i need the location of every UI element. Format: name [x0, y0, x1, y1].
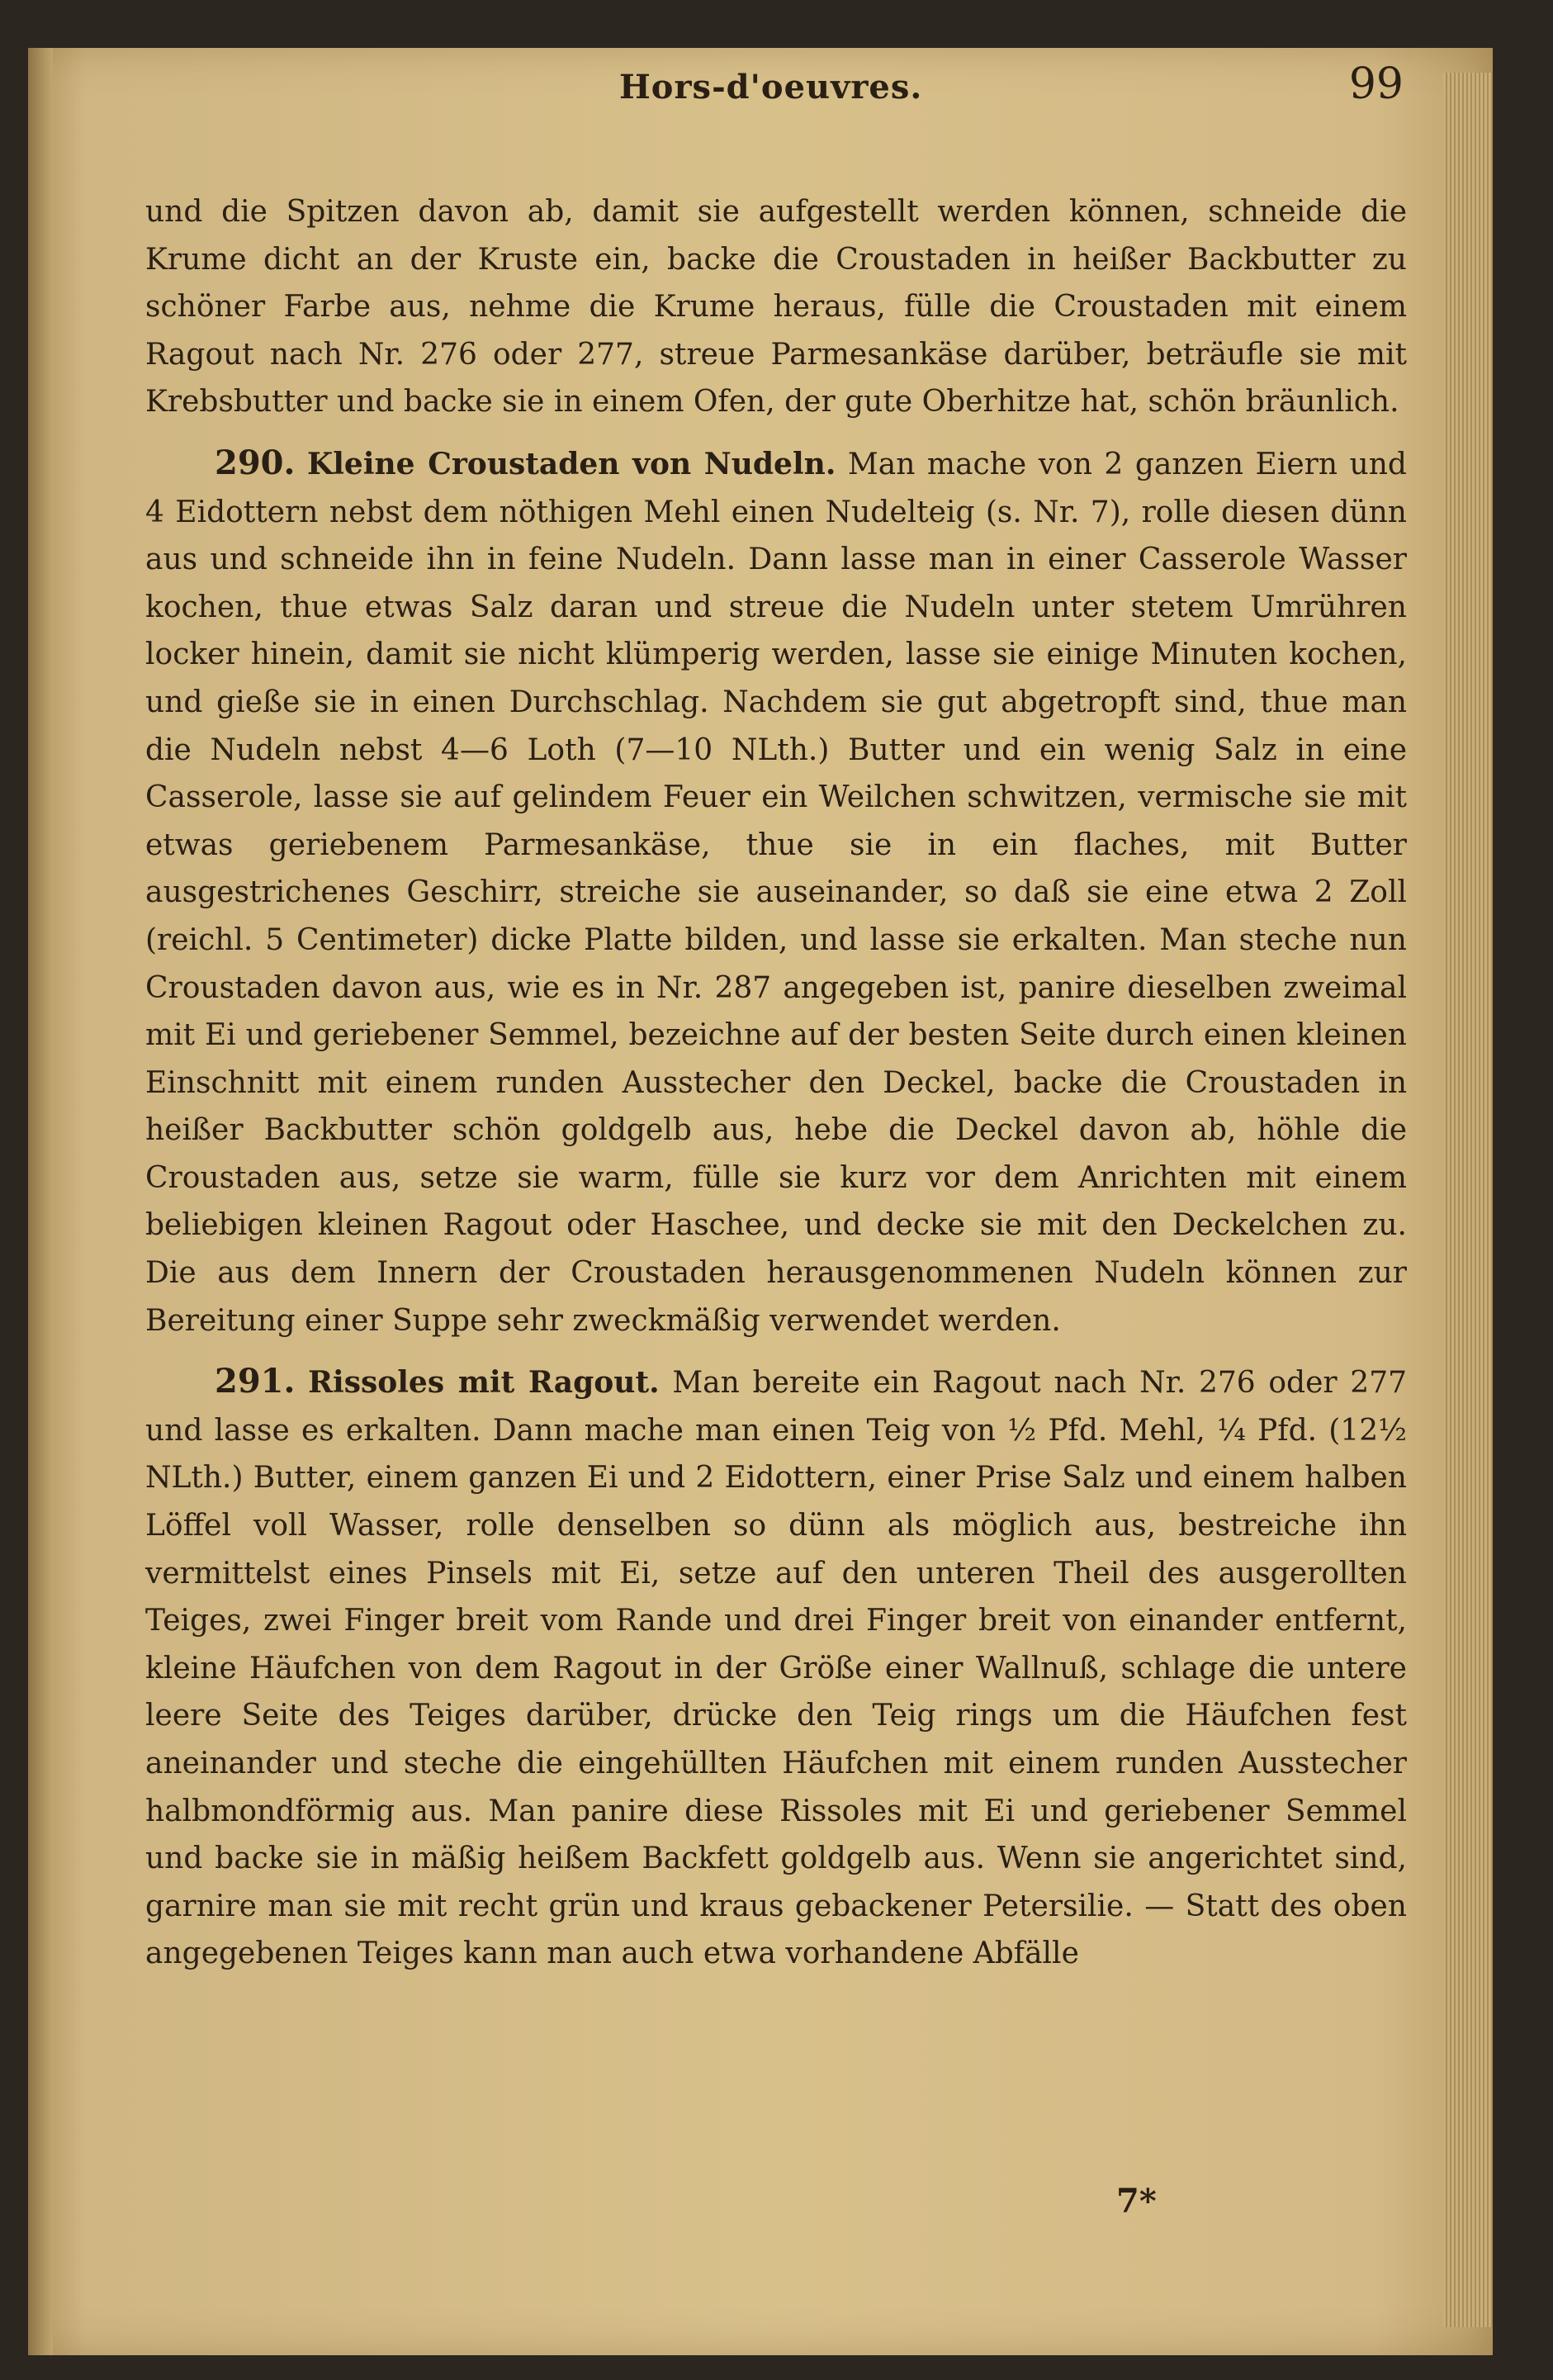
body-text [145, 188, 1407, 1978]
recipe-291 [145, 1358, 1407, 1978]
recipe-number: 291. [215, 1362, 296, 1401]
book-gutter [28, 48, 53, 2355]
recipe-title: Kleine Croustaden von Nudeln. [306, 446, 836, 481]
page-number: 99 [1348, 59, 1404, 109]
page-header [140, 48, 1404, 114]
continuation-paragraph: und die Spitzen davon ab, damit sie aufgestellt werden können, schneide die Krume dicht an der Kruste ein, backe die Croustaden in heißer Backbutter zu schöner Farbe aus, nehme die Krume heraus, fülle die Croustaden mit einem Ragout nach Nr. 276 oder 277, streue Parmesankäse darüber, beträufle sie mit Krebsbutter und backe sie in einem Ofen, der gute Oberhitze hat, schön bräunlich. [145, 195, 1407, 420]
running-title: Hors-d'oeuvres. [619, 68, 923, 107]
recipe-number: 290. [215, 443, 296, 482]
recipe-text: Man mache von 2 ganzen Eiern und 4 Eidottern nebst dem nöthigen Mehl einen Nudelteig (s. Nr. 7), rolle diesen dünn aus und schneide ihn in feine Nudeln. Dann lasse man in einer Casserole Wasser kochen, thue etwas Salz daran und streue die Nudeln unter stetem Umrühren locker hinein, damit sie nicht klümperig werden, lasse sie einige Minuten kochen, und gieße sie in einen Durchschlag. Nachdem sie gut abgetropft sind, thue man die Nudeln nebst 4—6 Loth (7—10 NLth.) Butter und ein wenig Salz in eine Casserole, lasse sie auf gelindem Feuer ein Weilchen schwitzen, vermische sie mit etwas geriebenem Parmesankäse, thue sie in ein flaches, mit Butter ausgestrichenes Geschirr, streiche sie auseinander, so daß sie eine etwa 2 Zoll (reichl. 5 Centimeter) dicke Platte bilden, und lasse sie erkalten. Man steche nun Croustaden davon aus, wie es in Nr. 287 angegeben ist, panire dieselben zweimal mit Ei und geriebener Semmel, bezeichne auf der besten Seite durch einen kleinen Einschnitt mit einem runden Ausstecher den Deckel, backe die Croustaden in heißer Backbutter schön goldgelb aus, hebe die Deckel davon ab, höhle die Croustaden aus, setze sie warm, fülle sie kurz vor dem Anrichten mit einem beliebigen kleinen Ragout oder Haschee, und decke sie mit den Deckelchen zu. Die aus dem Innern der Croustaden herausgenommenen Nudeln können zur Bereitung einer Suppe sehr zweckmäßig verwendet werden. [145, 447, 1407, 1338]
signature-mark: 7* [1116, 2182, 1157, 2221]
recipe-title: Rissoles mit Ragout. [308, 1365, 660, 1401]
recipe-text: Man bereite ein Ragout nach Nr. 276 oder 277 und lasse es erkalten. Dann mache man einen Teig von ½ Pfd. Mehl, ¼ Pfd. (12½ NLth.) Butter, einem ganzen Ei und 2 Eidottern, einer Prise Salz und einem halben Löffel voll Wasser, rolle denselben so dünn als möglich aus, bestreiche ihn vermittelst eines Pinsels mit Ei, setze auf den unteren Theil des ausgerollten Teiges, zwei Finger breit vom Rande und drei Finger breit von einander entfernt, kleine Häufchen von dem Ragout in der Größe einer Wallnuß, schlage die untere leere Seite des Teiges darüber, drücke den Teig rings um die Häufchen fest aneinander und steche die eingehüllten Häufchen mit einem runden Ausstecher halbmondförmig aus. Man panire diese Rissoles mit Ei und geriebener Semmel und backe sie in mäßig heißem Backfett goldgelb aus. Wenn sie angerichtet sind, garnire man sie mit recht grün und kraus gebackener Petersilie. — Statt des oben angegebenen Teiges kann man auch etwa vorhandene Abfälle [145, 1366, 1408, 1971]
page-edge-stack [1443, 73, 1493, 2327]
recipe-290 [145, 439, 1407, 1344]
